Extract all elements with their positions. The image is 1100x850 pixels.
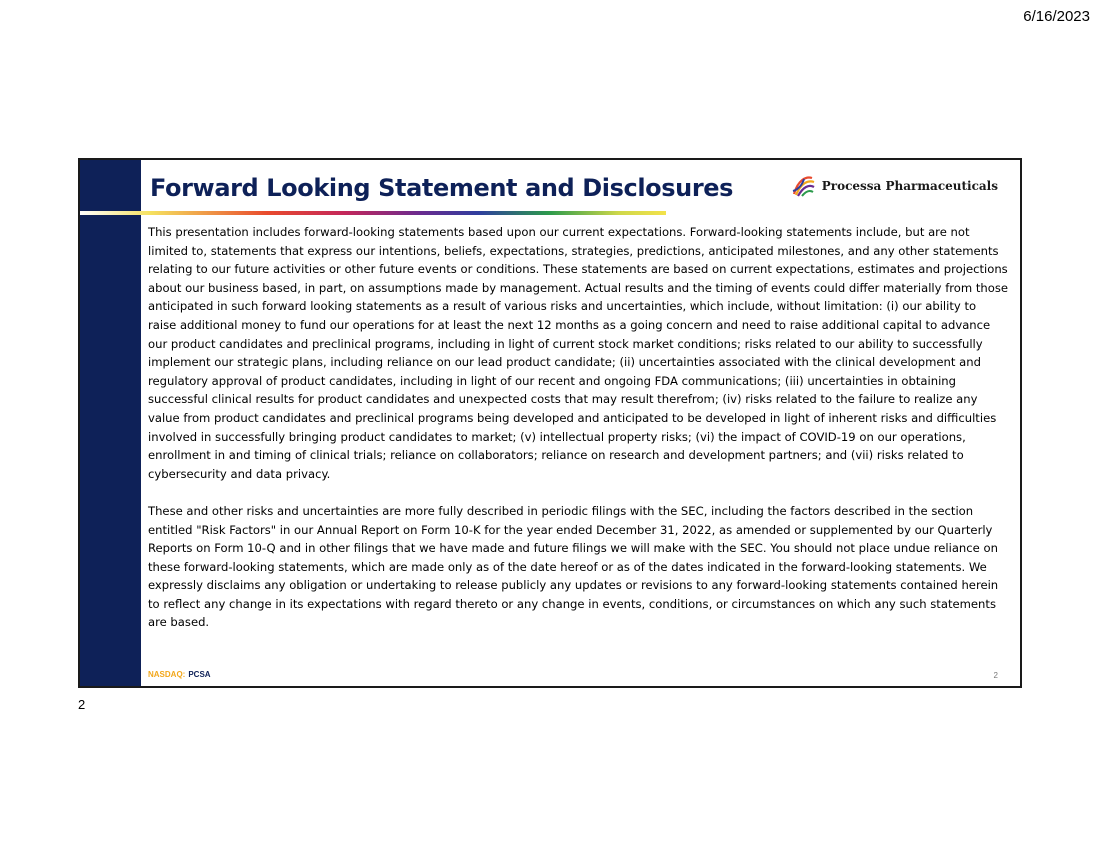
- disclosure-paragraph-1: This presentation includes forward-looking statements based upon our current expectations. Forward-looking statements include, but are not limited to, statements that express our intentions, beliefs, expectations, strategies, predictions, anticipated milestones, and any other statements relating to our future activities or other future events or conditions. These statements are based on current expectations, estimates and projections about our business based, in part, on assumptions made by management. Actual results and the timing of events could differ materially from those anticipated in such forward looking statements as a result of various risks and uncertainties, which include, without limitation: (i) our ability to raise additional money to fund our operations for at least the next 12 months as a going concern and need to raise additional capital to advance our product candidates and preclinical programs, including in light of current stock market conditions; risks related to our ability to successfully implement our strategic plans, including reliance on our lead product candidate; (ii) uncertainties associated with the clinical development and regulatory approval of product candidates, including in light of our recent and ongoing FDA communications; (iii) uncertainties in obtaining successful clinical results for product candidates and unexpected costs that may result therefrom; (iv) risks related to the failure to realize any value from product candidates and preclinical programs being developed and anticipated to be developed in light of inherent risks and difficulties involved in successfully bringing product candidates to market; (v) intellectual property risks; (vi) the impact of COVID-19 on our operations, enrollment in and timing of clinical trials; reliance on collaborators; reliance on research and development partners; and (vii) risks related to cybersecurity and data privacy.: [148, 225, 1009, 481]
- stock-ticker: [148, 670, 211, 679]
- page-number: 2: [78, 697, 86, 712]
- disclosure-paragraph-2: These and other risks and uncertainties are more fully described in periodic filings with the SEC, including the factors described in the section entitled "Risk Factors" in our Annual Report on Form 10-K for the year ended December 31, 2022, as amended or supplemented by our Quarterly Reports on Form 10-Q and in other filings that we have made and future filings we will make with the SEC. You should not place undue reliance on these forward-looking statements, which are made only as of the date hereof or as of the dates indicated in the forward-looking statements. We expressly disclaims any obligation or undertaking to release publicly any updates or revisions to any forward-looking statements contained herein to reflect any change in its expectations with regard thereto or any change in events, conditions, or circumstances on which any such statements are based.: [148, 503, 999, 630]
- page-date: 6/16/2023: [1023, 8, 1090, 25]
- ticker-symbol: PCSA: [188, 670, 211, 679]
- title-underline-gradient: [80, 211, 666, 215]
- slide-title: Forward Looking Statement and Disclosures: [150, 174, 734, 202]
- logo-text: Processa Pharmaceuticals: [821, 179, 998, 193]
- company-logo: [790, 174, 998, 198]
- slide-number: 2: [993, 671, 998, 680]
- slide-sidebar: [80, 160, 141, 686]
- processa-logo-icon: [790, 174, 816, 198]
- slide: [78, 158, 1022, 688]
- ticker-exchange: NASDAQ:: [148, 670, 186, 679]
- disclosure-body: [148, 223, 1008, 632]
